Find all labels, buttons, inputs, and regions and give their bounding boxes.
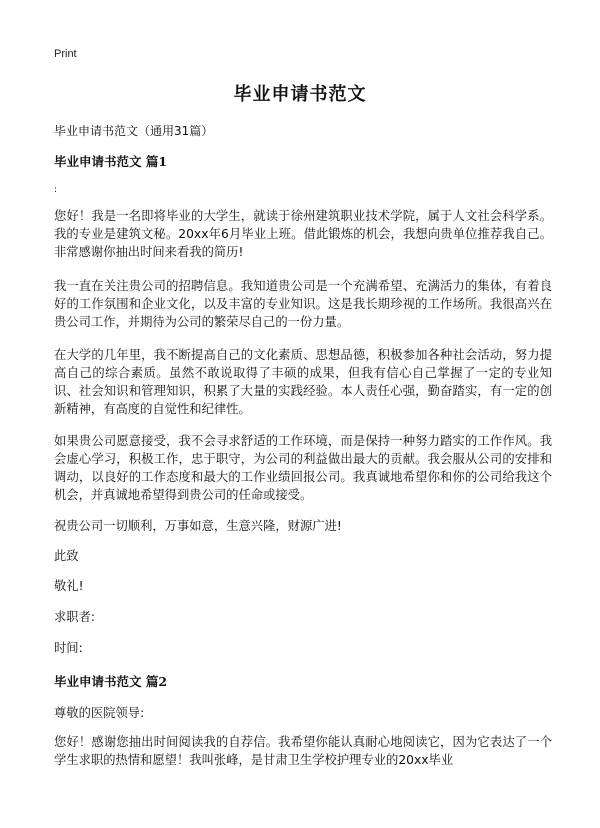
closing-line: 敬礼!	[54, 579, 84, 593]
paragraph-3: 在大学的几年里，我不断提高自己的文化素质、思想品德，积极参加各种社会活动，努力提高自己的综合素质。虽然不敢说取得了丰硕的成果，但我有信心自己掌握了一定的专业知识、社会知识和管理知识，积累了大量的实践经验。本人责任心强，勤奋踏实，有一定的创新精神，有高度的自觉性和纪律性。	[54, 348, 552, 416]
paragraph-6: 您好！感谢您抽出时间阅读我的自荐信。我希望你能认真耐心地阅读它，因为它表达了一个学生求职的热情和愿望！我叫张峰，是甘肃卫生学校护理专业的20xx毕业	[54, 735, 552, 767]
section-mark: :	[54, 185, 58, 195]
page-title: 毕业申请书范文	[233, 84, 367, 105]
paragraph-1: 您好！我是一名即将毕业的大学生，就读于徐州建筑职业技术学院，属于人文社会科学系。我的专业是建筑文秘。20xx年6月毕业上班。借此锻炼的机会，我想向贵单位推荐我自己。非常感谢你抽出时间来看我的简历!	[54, 209, 552, 259]
print-link[interactable]: Print	[54, 48, 77, 60]
closing-line: 此致	[54, 549, 79, 563]
section-heading-1: 毕业申请书范文 篇1	[54, 154, 168, 169]
closing-line: 时间:	[54, 641, 83, 655]
greeting-line: 尊敬的医院领导:	[54, 706, 145, 720]
paragraph-4: 如果贵公司愿意接受，我不会寻求舒适的工作环境，而是保持一种努力踏实的工作作风。我会虚心学习，积极工作，忠于职守，为公司的利益做出最大的贡献。我会服从公司的安排和调动，以良好的工作态度和最大的工作业绩回报公司。我真诚地希望你和你的公司给我这个机会，并真诚地希望得到贵公司的任命或接受。	[54, 434, 552, 502]
paragraph-2: 我一直在关注贵公司的招聘信息。我知道贵公司是一个充满希望、充满活力的集体，有着良好的工作氛围和企业文化，以及丰富的专业知识。这是我长期珍视的工作场所。我很高兴在贵公司工作，并期待为公司的繁荣尽自己的一份力量。	[54, 279, 552, 329]
paragraph-5: 祝贵公司一切顺利，万事如意，生意兴隆，财源广进!	[54, 519, 342, 533]
closing-line: 求职者:	[54, 610, 96, 624]
document-subtitle: 毕业申请书范文（通用31篇）	[54, 124, 214, 138]
section-heading-2: 毕业申请书范文 篇2	[54, 674, 168, 689]
